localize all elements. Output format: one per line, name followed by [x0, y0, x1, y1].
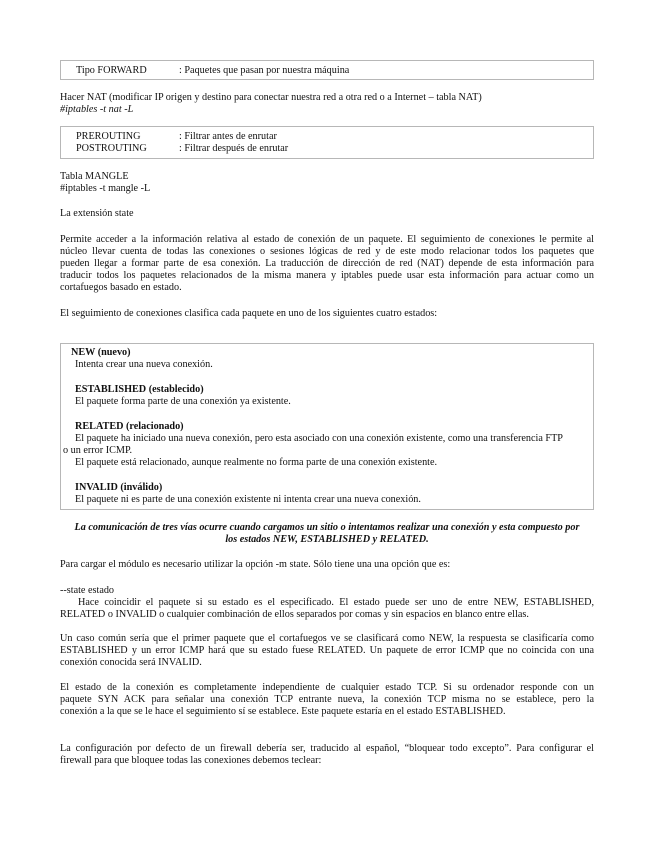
tcp-paragraph — [60, 682, 594, 718]
state-description: El paquete forma parte de una conexión ya existente. — [75, 396, 291, 407]
paragraph-line: pueden llegar a formar parte de esa conexión. La traducción de dirección de red (NAT) depende de esta información para — [60, 258, 594, 269]
paragraph-line: Hace coincidir el paquete si su estado es el especificado. El estado puede ser uno de entre NEW, ESTABLISHED, — [78, 597, 594, 608]
mangle-command: #iptables -t mangle -L — [60, 183, 151, 194]
summary-line: La comunicación de tres vías ocurre cuando cargamos un sitio o intentamos realizar una conexión y esta compuesto por — [74, 522, 580, 533]
state-description: El paquete ha iniciado una nueva conexión, pero esta asociado con una conexión existente, como una transferencia FTP — [75, 433, 563, 444]
paragraph-line: núcleo llevar cuenta de todas las conexiones o sesiones lógicas de red y de este modo relacionar todos los paquetes que — [60, 246, 594, 257]
chain-name: POSTROUTING — [76, 143, 147, 154]
summary-note — [60, 522, 594, 546]
state-invalid — [60, 482, 594, 506]
table-row — [61, 131, 593, 143]
state-title: NEW (nuevo) — [71, 347, 131, 358]
paragraph-line: La configuración por defecto de un firewall debería ser, traducido al español, “bloquear todo excepto”. Para configurar el — [60, 743, 594, 754]
paragraph-line: ESTABLISHED y un error ICMP hará que su estado fuese RELATED. Un paquete de error ICMP que no coincida con una — [60, 645, 594, 656]
state-description: El paquete ni es parte de una conexión existente ni intenta crear una nueva conexión. — [75, 494, 421, 505]
forward-table — [60, 60, 594, 80]
state-description: Intenta crear una nueva conexión. — [75, 359, 213, 370]
module-paragraph: Para cargar el módulo es necesario utilizar la opción -m state. Sólo tiene una una opción que es: — [60, 559, 451, 570]
chain-description: : Filtrar antes de enrutar — [179, 131, 277, 142]
chain-description: : Filtrar después de enrutar — [179, 143, 289, 154]
state-option-description — [60, 597, 594, 621]
table-row — [61, 143, 593, 155]
state-related — [60, 421, 594, 469]
nat-intro: Hacer NAT (modificar IP origen y destino para conectar nuestra red a otra red o a Internet – tabla NAT) — [60, 92, 482, 103]
chain-name: Tipo FORWARD — [76, 65, 147, 76]
state-established — [60, 384, 594, 408]
paragraph-line: Un caso común sería que el primer paquete que el cortafuegos ve se clasificará como NEW, la respuesta se clasificaría como — [60, 633, 594, 644]
state-intro-paragraph — [60, 234, 594, 294]
example-paragraph — [60, 633, 594, 669]
paragraph-line: paquete SYN ACK para señalar una conexión TCP entrante nueva, la conexión TCP misma no se establece, pero la — [60, 694, 594, 705]
table-row — [61, 65, 593, 77]
state-option: --state estado — [60, 585, 115, 596]
state-description: o un error ICMP. — [63, 445, 133, 456]
paragraph-line: conexión a la que se le hace el seguimiento sí se establece. Este paquete estaría en el estado ESTABLISHED. — [60, 706, 506, 717]
paragraph-line: RELATED o INVALID o cualquier combinación de ellos separados por comas y sin espacios en blanco entre ellas. — [60, 609, 529, 620]
classification-paragraph: El seguimiento de conexiones clasifica cada paquete en uno de los siguientes cuatro estados: — [60, 308, 438, 319]
mangle-title: Tabla MANGLE — [60, 171, 129, 182]
chain-name: PREROUTING — [76, 131, 141, 142]
state-title: RELATED (relacionado) — [75, 421, 184, 432]
chain-description: : Paquetes que pasan por nuestra máquina — [179, 65, 350, 76]
summary-line: los estados NEW, ESTABLISHED y RELATED. — [225, 534, 429, 545]
default-config-paragraph — [60, 743, 594, 767]
state-extension-heading: La extensión state — [60, 208, 134, 219]
state-title: ESTABLISHED (establecido) — [75, 384, 204, 395]
paragraph-line: Permite acceder a la información relativa al estado de conexión de un paquete. El seguimiento de conexiones le permite al — [60, 234, 594, 245]
paragraph-line: firewall para que bloquee todas las conexiones debemos teclear: — [60, 755, 322, 766]
state-title: INVALID (inválido) — [75, 482, 163, 493]
paragraph-line: conexión conocida será INVALID. — [60, 657, 202, 668]
paragraph-line: traducir todos los paquetes relacionados de la misma manera y iptables puede usar esta información para actuar como un — [60, 270, 594, 281]
state-new — [60, 347, 594, 371]
paragraph-line: El estado de la conexión es completamente independiente de cualquier estado TCP. Si su ordenador responde con un — [60, 682, 594, 693]
nat-table — [60, 126, 594, 159]
state-description: El paquete está relacionado, aunque realmente no forma parte de una conexión existente. — [75, 457, 438, 468]
paragraph-line: cortafuegos basado en estado. — [60, 282, 182, 293]
nat-command: #iptables -t nat -L — [60, 104, 134, 115]
